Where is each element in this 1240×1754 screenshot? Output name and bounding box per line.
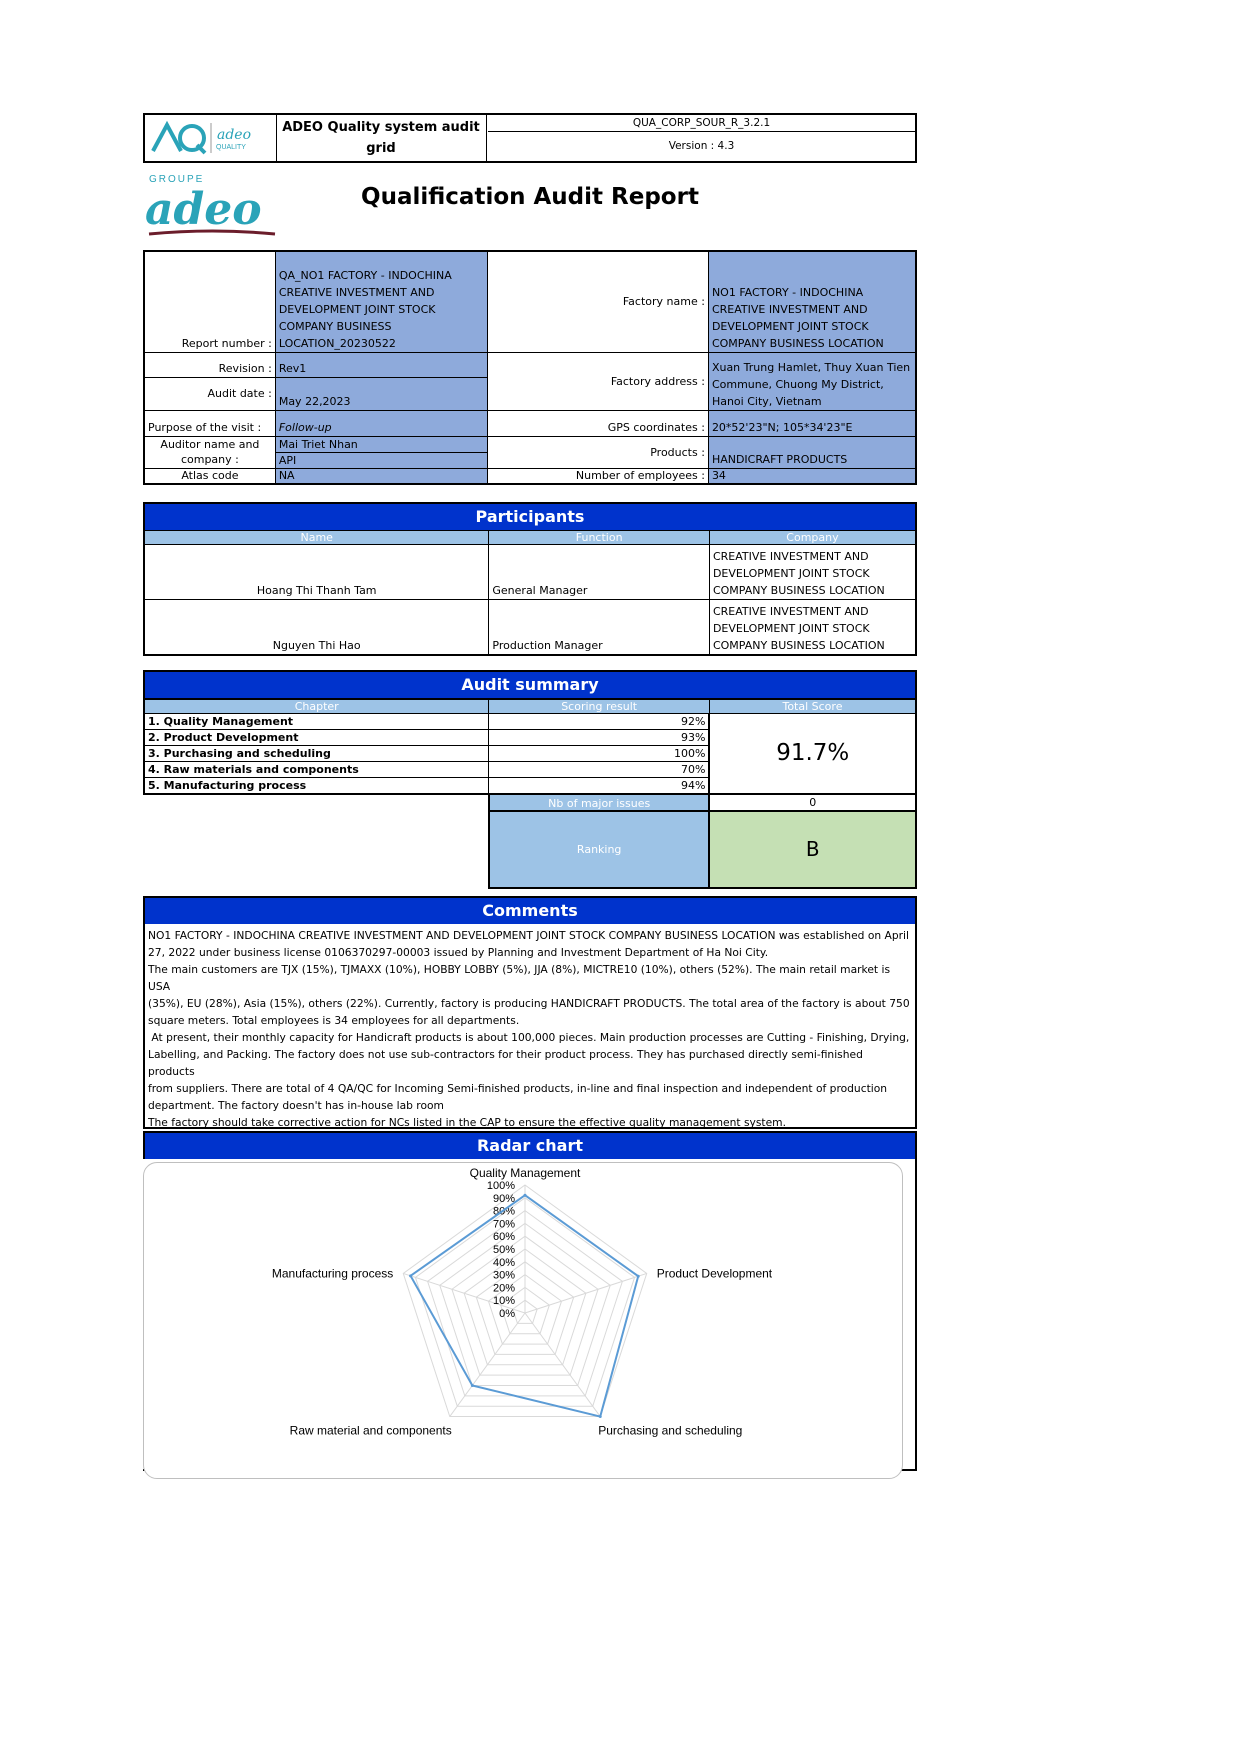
- revision-value: Rev1: [275, 352, 488, 377]
- radar-category-label: Manufacturing process: [271, 1266, 394, 1281]
- participants-table: [143, 502, 917, 656]
- radar-series-point: [637, 1275, 640, 1278]
- purpose-label: Purpose of the visit :: [144, 410, 275, 436]
- report-number-label: Report number :: [144, 251, 275, 352]
- comment-line: The main customers are TJX (15%), TJMAXX (10%), HOBBY LOBBY (5%), JJA (8%), MICTRE10 (10%), others (52%). The main retail market is USA: [148, 963, 891, 993]
- comment-line: 27, 2022 under business license 0106370297-00003 issued by Planning and Investment Department of Ha Noi City.: [148, 946, 769, 959]
- chapter-score: 70%: [489, 762, 710, 778]
- comment-line: The factory should take corrective action for NCs listed in the CAP to ensure the effective quality management system.: [148, 1116, 786, 1129]
- radar-title: Radar chart: [143, 1133, 915, 1159]
- radar-category-label: Product Development: [656, 1266, 773, 1281]
- col-total-score: Total Score: [709, 699, 916, 714]
- chapter-name: 5. Manufacturing process: [144, 778, 489, 795]
- audit-date-label: Audit date :: [144, 377, 275, 410]
- col-name: Name: [144, 531, 489, 545]
- employees-value: 34: [708, 468, 916, 484]
- total-score: 91.7%: [709, 714, 916, 795]
- products-label: Products :: [488, 436, 709, 468]
- comment-line: Labelling, and Packing. The factory does not use sub-contractors for their product process. They has purchased directly semi-finished products: [148, 1048, 863, 1078]
- chapter-score: 94%: [489, 778, 710, 795]
- radar-tick-label: 80%: [492, 1205, 515, 1218]
- radar-tick-label: 10%: [492, 1295, 515, 1308]
- major-issues-value: 0: [709, 794, 916, 811]
- document-header: [143, 113, 917, 163]
- svg-text:adeo: adeo: [217, 127, 252, 143]
- radar-tick-label: 40%: [492, 1256, 515, 1269]
- col-company: Company: [709, 531, 916, 545]
- report-title: Qualification Audit Report: [361, 184, 699, 210]
- purpose-value: Follow-up: [275, 410, 488, 436]
- ranking-label: Ranking: [489, 811, 710, 888]
- radar-tick-label: 70%: [492, 1218, 515, 1231]
- factory-address-label: Factory address :: [488, 352, 709, 410]
- comments-title: Comments: [145, 898, 915, 924]
- gps-label: GPS coordinates :: [488, 410, 709, 436]
- grid-title: ADEO Quality system audit grid: [276, 115, 487, 161]
- chapter-name: 1. Quality Management: [144, 714, 489, 730]
- spacer-cell: [144, 811, 489, 888]
- radar-series-line: [411, 1192, 639, 1416]
- participant-name: Hoang Thi Thanh Tam: [144, 545, 489, 600]
- major-issues-label: Nb of major issues: [489, 794, 710, 811]
- radar-tick-label: 20%: [492, 1282, 515, 1295]
- audit-summary-table: [143, 670, 917, 889]
- groupe-adeo-logo: [143, 168, 283, 243]
- comments-section: [143, 896, 917, 1129]
- radar-tick-label: 0%: [499, 1308, 515, 1320]
- participant-company: CREATIVE INVESTMENT AND DEVELOPMENT JOINT STOCK COMPANY BUSINESS LOCATION: [709, 600, 916, 655]
- col-scoring-result: Scoring result: [489, 699, 710, 714]
- auditor-name: Mai Triet Nhan: [276, 437, 488, 453]
- radar-tick-label: 100%: [486, 1180, 515, 1192]
- radar-series-point: [599, 1415, 602, 1418]
- employees-label: Number of employees :: [488, 468, 709, 484]
- comment-line: At present, their monthly capacity for Handicraft products is about 100,000 pieces. Main production processes are Cutting - Finishing, Drying,: [148, 1031, 910, 1044]
- spacer-cell: [144, 794, 489, 811]
- factory-address-value: Xuan Trung Hamlet, Thuy Xuan Tien Commune, Chuong My District, Hanoi City, Vietnam: [708, 352, 916, 410]
- auditor-company: API: [278, 453, 297, 467]
- atlas-label: Atlas code: [144, 468, 275, 484]
- chapter-name: 3. Purchasing and scheduling: [144, 746, 489, 762]
- comment-line: department. The factory doesn't has in-house lab room: [148, 1099, 444, 1112]
- chapter-name: 2. Product Development: [144, 730, 489, 746]
- auditor-value: [275, 436, 488, 468]
- table-row: [144, 545, 916, 600]
- factory-name-value: NO1 FACTORY - INDOCHINA CREATIVE INVESTMENT AND DEVELOPMENT JOINT STOCK COMPANY BUSINESS LOCATION: [708, 251, 916, 352]
- participant-company: CREATIVE INVESTMENT AND DEVELOPMENT JOINT STOCK COMPANY BUSINESS LOCATION: [709, 545, 916, 600]
- participants-title: Participants: [144, 503, 916, 531]
- participant-name: Nguyen Thi Hao: [144, 600, 489, 655]
- radar-series-point: [524, 1194, 527, 1197]
- audit-info-table: [143, 250, 917, 485]
- col-function: Function: [489, 531, 710, 545]
- comment-line: (35%), EU (28%), Asia (15%), others (22%). Currently, factory is producing HANDICRAFT PRODUCTS. The total area of the factory is about 750: [148, 997, 910, 1010]
- report-number-value: QA_NO1 FACTORY - INDOCHINA CREATIVE INVESTMENT AND DEVELOPMENT JOINT STOCK COMPANY BUSINESS LOCATION_20230522: [275, 251, 488, 352]
- participant-function: General Manager: [489, 545, 710, 600]
- svg-text:QUALITY: QUALITY: [216, 144, 246, 151]
- radar-category-label: Purchasing and scheduling: [598, 1423, 743, 1438]
- comments-body: [145, 924, 915, 1131]
- document-version: Version : 4.3: [668, 140, 735, 152]
- radar-category-label: Quality Management: [469, 1166, 581, 1180]
- radar-category-label: Raw material and components: [289, 1423, 452, 1438]
- svg-text:GROUPE: GROUPE: [149, 174, 205, 185]
- col-chapter: Chapter: [144, 699, 489, 714]
- comment-line: from suppliers. There are total of 4 QA/QC for Incoming Semi-finished products, in-line and final inspection and independent of production: [148, 1082, 888, 1095]
- chapter-score: 92%: [489, 714, 710, 730]
- gps-value: 20*52'23"N; 105*34'23"E: [708, 410, 916, 436]
- comment-line: square meters. Total employees is 34 employees for all departments.: [148, 1014, 520, 1027]
- revision-label: Revision :: [144, 352, 275, 377]
- svg-text:adeo: adeo: [145, 184, 262, 235]
- summary-title: Audit summary: [144, 671, 916, 699]
- radar-axis-line: [525, 1273, 647, 1313]
- adeo-quality-logo: [145, 115, 277, 161]
- radar-chart: [144, 1163, 902, 1478]
- chapter-score: 93%: [489, 730, 710, 746]
- products-value: HANDICRAFT PRODUCTS: [708, 436, 916, 468]
- factory-name-label: Factory name :: [488, 251, 709, 352]
- table-row: [144, 600, 916, 655]
- chapter-score: 100%: [489, 746, 710, 762]
- participant-function: Production Manager: [489, 600, 710, 655]
- radar-tick-label: 30%: [492, 1269, 515, 1282]
- radar-series-point: [409, 1274, 412, 1277]
- ranking-value: B: [709, 811, 916, 888]
- radar-chart-frame: [143, 1162, 903, 1479]
- radar-tick-label: 50%: [492, 1244, 515, 1256]
- table-row: [144, 714, 916, 730]
- document-code: QUA_CORP_SOUR_R_3.2.1: [488, 115, 915, 132]
- auditor-label: Auditor name and company :: [144, 436, 275, 468]
- chapter-name: 4. Raw materials and components: [144, 762, 489, 778]
- radar-series-point: [471, 1384, 474, 1387]
- audit-date-value: May 22,2023: [275, 377, 488, 410]
- atlas-value: NA: [275, 468, 488, 484]
- radar-tick-label: 60%: [492, 1231, 515, 1244]
- comment-line: NO1 FACTORY - INDOCHINA CREATIVE INVESTMENT AND DEVELOPMENT JOINT STOCK COMPANY BUSINESS LOCATION was established on April: [148, 929, 909, 942]
- radar-tick-label: 90%: [492, 1192, 515, 1205]
